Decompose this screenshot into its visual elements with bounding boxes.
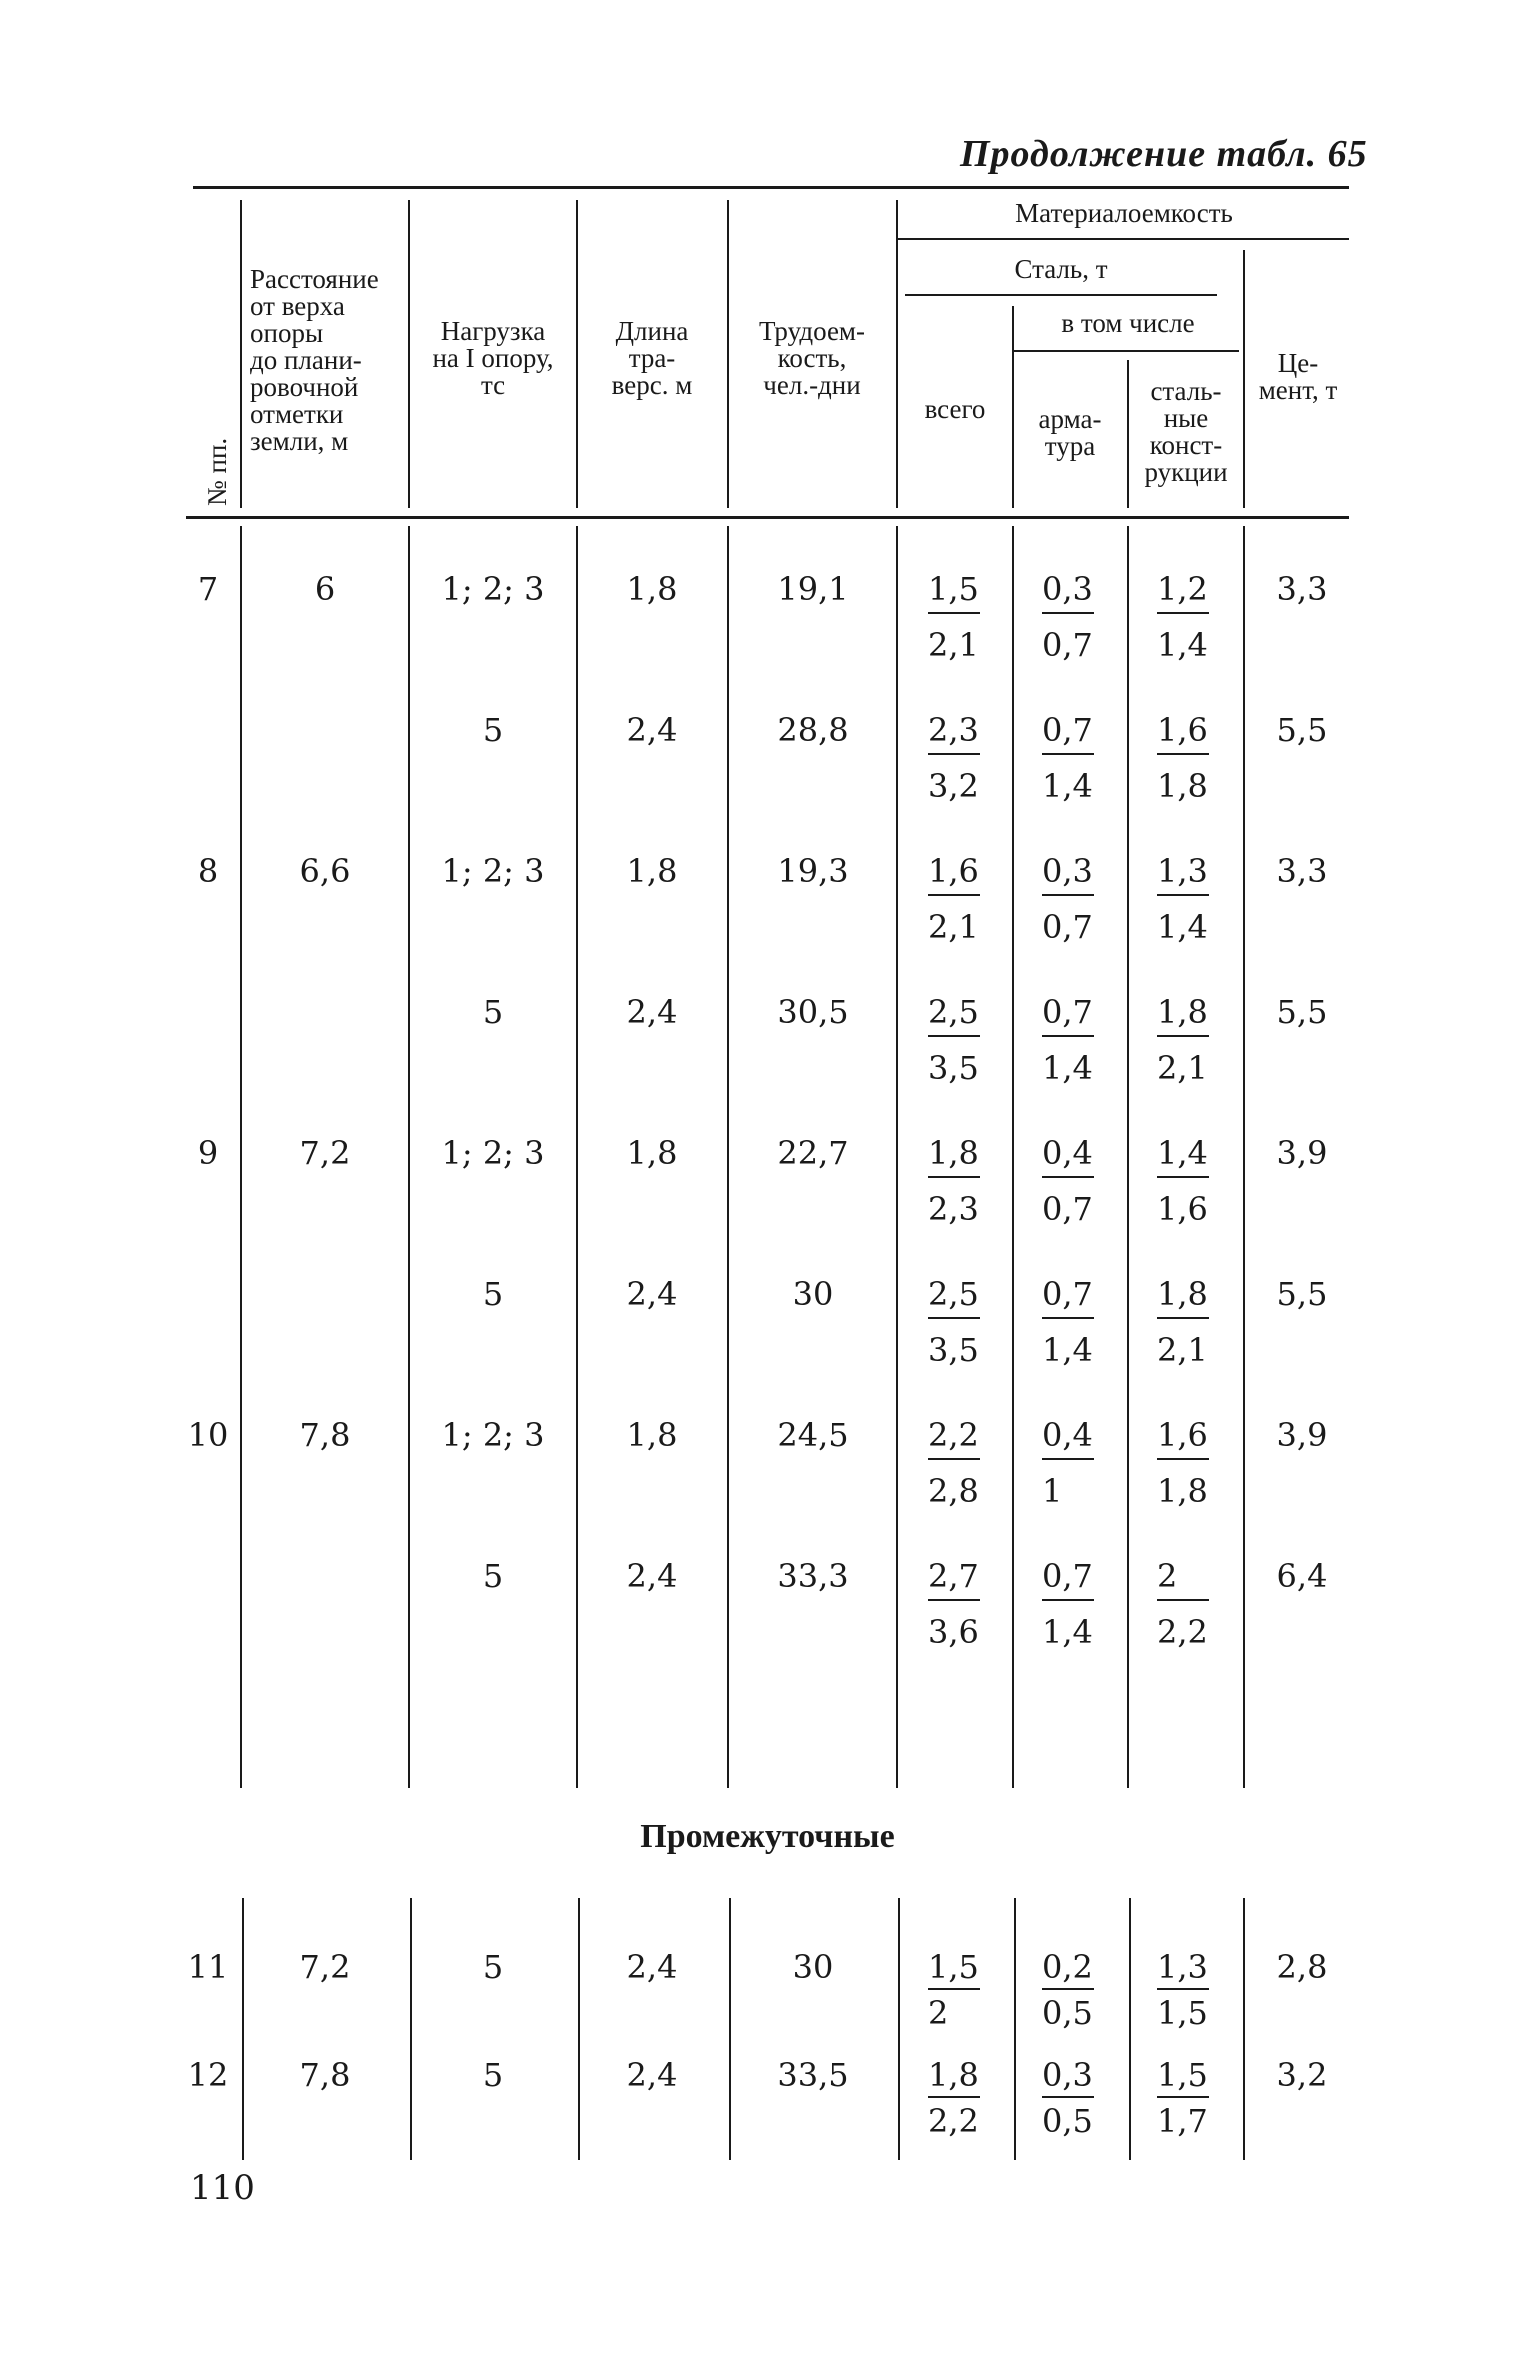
fraction-numerator: 2,5 xyxy=(928,1277,980,1319)
fraction-denominator: 1,8 xyxy=(1157,1472,1208,1510)
body2-vline xyxy=(1014,1898,1016,2160)
header-steel-structures: сталь- ные конст- рукции xyxy=(1144,376,1228,487)
header-load: Нагрузка на I опору, тс xyxy=(432,316,554,400)
cell-struct-fraction xyxy=(1157,1418,1209,1508)
fraction-denominator: 3,2 xyxy=(928,767,979,805)
cell-total-fraction xyxy=(928,2058,980,2138)
fraction-denominator: 2,3 xyxy=(928,1190,979,1228)
body2-vline xyxy=(578,1898,580,2160)
cell-struct-fraction xyxy=(1157,854,1209,944)
cell-len: 1,8 xyxy=(626,1416,678,1454)
fraction-denominator: 1,4 xyxy=(1042,767,1093,805)
header-bottom-rule xyxy=(186,516,1349,519)
cell-load: 5 xyxy=(482,1557,504,1595)
cell-cement: 5,5 xyxy=(1276,711,1328,749)
fraction-denominator: 1,8 xyxy=(1157,767,1208,805)
cell-dist: 7,2 xyxy=(299,1948,351,1986)
fraction-numerator: 2,7 xyxy=(928,1559,980,1601)
cell-dist: 6 xyxy=(314,570,336,608)
fraction-denominator: 0,7 xyxy=(1042,908,1093,946)
header-including: в том числе xyxy=(1061,308,1195,338)
cell-num: 12 xyxy=(187,2056,229,2094)
fraction-numerator: 1,5 xyxy=(928,1950,980,1990)
body2-vline xyxy=(242,1898,244,2160)
header-total: всего xyxy=(924,394,986,424)
cell-total-fraction xyxy=(928,1950,980,2030)
cell-struct-fraction xyxy=(1157,1950,1209,2030)
cell-load: 1; 2; 3 xyxy=(441,570,545,608)
cell-cement: 3,3 xyxy=(1276,852,1328,890)
cell-struct-fraction xyxy=(1157,1136,1209,1226)
fraction-numerator: 0,4 xyxy=(1042,1418,1094,1460)
fraction-denominator: 0,5 xyxy=(1042,1994,1093,2032)
fraction-denominator: 1,4 xyxy=(1042,1049,1093,1087)
cell-rebar-fraction xyxy=(1042,1136,1094,1226)
cell-len: 2,4 xyxy=(626,1557,678,1595)
fraction-denominator: 1 xyxy=(1042,1472,1063,1510)
cell-labor: 30 xyxy=(792,1948,834,1986)
hdr-vline xyxy=(896,200,898,508)
cell-struct-fraction xyxy=(1157,713,1209,803)
section-title: Промежуточные xyxy=(640,1818,895,1855)
fraction-numerator: 0,3 xyxy=(1042,2058,1094,2098)
body-vline xyxy=(240,526,242,1788)
fraction-numerator: 1,8 xyxy=(928,2058,980,2098)
cell-rebar-fraction xyxy=(1042,995,1094,1085)
fraction-numerator: 0,4 xyxy=(1042,1136,1094,1178)
fraction-denominator: 3,5 xyxy=(928,1331,979,1369)
fraction-denominator: 1,4 xyxy=(1042,1613,1093,1651)
cell-total-fraction xyxy=(928,1559,980,1649)
fraction-numerator: 1,3 xyxy=(1157,1950,1209,1990)
cell-labor: 22,7 xyxy=(777,1134,849,1172)
cell-dist: 7,8 xyxy=(299,2056,351,2094)
cell-rebar-fraction xyxy=(1042,1277,1094,1367)
cell-num: 7 xyxy=(197,570,219,608)
fraction-numerator: 0,2 xyxy=(1042,1950,1094,1990)
fraction-numerator: 1,6 xyxy=(1157,1418,1209,1460)
cell-rebar-fraction xyxy=(1042,1950,1094,2030)
fraction-numerator: 2 xyxy=(1157,1559,1209,1601)
cell-cement: 6,4 xyxy=(1276,1557,1328,1595)
header-materials: Материалоемкость xyxy=(1015,198,1233,228)
fraction-numerator: 1,4 xyxy=(1157,1136,1209,1178)
cell-struct-fraction xyxy=(1157,1277,1209,1367)
cell-dist: 6,6 xyxy=(299,852,351,890)
fraction-denominator: 3,5 xyxy=(928,1049,979,1087)
fraction-numerator: 1,2 xyxy=(1157,572,1209,614)
cell-num: 8 xyxy=(197,852,219,890)
cell-total-fraction xyxy=(928,854,980,944)
fraction-numerator: 0,7 xyxy=(1042,1559,1094,1601)
fraction-denominator: 2,1 xyxy=(1157,1331,1208,1369)
hdr-vline xyxy=(240,200,242,508)
cell-cement: 5,5 xyxy=(1276,993,1328,1031)
cell-load: 1; 2; 3 xyxy=(441,1134,545,1172)
fraction-numerator: 1,3 xyxy=(1157,854,1209,896)
cell-len: 1,8 xyxy=(626,852,678,890)
body-vline xyxy=(408,526,410,1788)
cell-rebar-fraction xyxy=(1042,572,1094,662)
including-rule xyxy=(1014,350,1239,352)
cell-load: 5 xyxy=(482,1948,504,1986)
cell-rebar-fraction xyxy=(1042,1418,1094,1508)
cell-len: 2,4 xyxy=(626,1275,678,1313)
cell-num: 9 xyxy=(197,1134,219,1172)
body2-vline xyxy=(1129,1898,1131,2160)
cell-cement: 3,9 xyxy=(1276,1134,1328,1172)
fraction-numerator: 2,5 xyxy=(928,995,980,1037)
cell-total-fraction xyxy=(928,995,980,1085)
cell-load: 5 xyxy=(482,1275,504,1313)
cell-total-fraction xyxy=(928,1277,980,1367)
header-cement: Це- мент, т xyxy=(1258,348,1338,405)
header-rebar: арма- тура xyxy=(1038,404,1102,461)
fraction-denominator: 1,5 xyxy=(1157,1994,1208,2032)
body2-vline xyxy=(898,1898,900,2160)
cell-labor: 30 xyxy=(792,1275,834,1313)
fraction-denominator: 2 xyxy=(928,1994,949,2032)
cell-cement: 2,8 xyxy=(1276,1948,1328,1986)
fraction-numerator: 1,8 xyxy=(1157,1277,1209,1319)
cell-num: 11 xyxy=(187,1948,229,1986)
steel-rule xyxy=(905,294,1217,296)
cell-len: 1,8 xyxy=(626,570,678,608)
materials-rule xyxy=(897,238,1349,240)
cell-load: 5 xyxy=(482,2056,504,2094)
fraction-denominator: 2,2 xyxy=(928,2102,979,2140)
fraction-numerator: 1,8 xyxy=(928,1136,980,1178)
cell-rebar-fraction xyxy=(1042,713,1094,803)
fraction-denominator: 0,7 xyxy=(1042,626,1093,664)
cell-total-fraction xyxy=(928,713,980,803)
fraction-numerator: 0,3 xyxy=(1042,854,1094,896)
fraction-numerator: 1,6 xyxy=(928,854,980,896)
body-vline xyxy=(727,526,729,1788)
cell-total-fraction xyxy=(928,1418,980,1508)
header-length: Длина тра- верс. м xyxy=(611,316,693,400)
fraction-numerator: 2,2 xyxy=(928,1418,980,1460)
cell-cement: 5,5 xyxy=(1276,1275,1328,1313)
fraction-numerator: 1,5 xyxy=(1157,2058,1209,2098)
cell-total-fraction xyxy=(928,572,980,662)
fraction-denominator: 2,1 xyxy=(928,626,979,664)
cell-rebar-fraction xyxy=(1042,1559,1094,1649)
fraction-numerator: 1,6 xyxy=(1157,713,1209,755)
body-vline xyxy=(1127,526,1129,1788)
body-vline xyxy=(576,526,578,1788)
cell-labor: 30,5 xyxy=(777,993,849,1031)
fraction-numerator: 1,5 xyxy=(928,572,980,614)
fraction-numerator: 0,7 xyxy=(1042,995,1094,1037)
header-labor: Трудоем- кость, чел.-дни xyxy=(758,316,866,400)
body-vline xyxy=(1243,526,1245,1788)
header-num: № пп. xyxy=(202,437,232,506)
fraction-denominator: 1,7 xyxy=(1157,2102,1208,2140)
cell-cement: 3,2 xyxy=(1276,2056,1328,2094)
cell-len: 2,4 xyxy=(626,2056,678,2094)
cell-total-fraction xyxy=(928,1136,980,1226)
fraction-denominator: 2,8 xyxy=(928,1472,979,1510)
table-caption: Продолжение табл. 65 xyxy=(960,133,1368,175)
cell-rebar-fraction xyxy=(1042,854,1094,944)
body-vline xyxy=(896,526,898,1788)
body2-vline xyxy=(729,1898,731,2160)
cell-len: 2,4 xyxy=(626,1948,678,1986)
cell-cement: 3,3 xyxy=(1276,570,1328,608)
fraction-numerator: 0,3 xyxy=(1042,572,1094,614)
fraction-denominator: 1,4 xyxy=(1042,1331,1093,1369)
header-steel: Сталь, т xyxy=(1014,254,1108,284)
cell-len: 2,4 xyxy=(626,993,678,1031)
cell-cement: 3,9 xyxy=(1276,1416,1328,1454)
cell-num: 10 xyxy=(187,1416,229,1454)
body2-vline xyxy=(410,1898,412,2160)
header-distance: Расстояние от верха опоры до плани- ровочной отметки земли, м xyxy=(250,264,379,456)
cell-rebar-fraction xyxy=(1042,2058,1094,2138)
body-vline xyxy=(1012,526,1014,1788)
cell-labor: 19,3 xyxy=(777,852,849,890)
cell-labor: 33,5 xyxy=(777,2056,849,2094)
fraction-numerator: 0,7 xyxy=(1042,713,1094,755)
cell-struct-fraction xyxy=(1157,995,1209,1085)
body2-vline xyxy=(1243,1898,1245,2160)
cell-labor: 33,3 xyxy=(777,1557,849,1595)
fraction-denominator: 2,2 xyxy=(1157,1613,1208,1651)
cell-labor: 19,1 xyxy=(777,570,849,608)
cell-load: 1; 2; 3 xyxy=(441,1416,545,1454)
fraction-denominator: 1,6 xyxy=(1157,1190,1208,1228)
cell-struct-fraction xyxy=(1157,572,1209,662)
cell-struct-fraction xyxy=(1157,2058,1209,2138)
cell-struct-fraction xyxy=(1157,1559,1209,1649)
fraction-denominator: 1,4 xyxy=(1157,626,1208,664)
fraction-numerator: 1,8 xyxy=(1157,995,1209,1037)
cell-dist: 7,2 xyxy=(299,1134,351,1172)
cell-len: 1,8 xyxy=(626,1134,678,1172)
cell-load: 1; 2; 3 xyxy=(441,852,545,890)
fraction-denominator: 0,7 xyxy=(1042,1190,1093,1228)
cell-len: 2,4 xyxy=(626,711,678,749)
fraction-numerator: 2,3 xyxy=(928,713,980,755)
fraction-numerator: 0,7 xyxy=(1042,1277,1094,1319)
fraction-denominator: 2,1 xyxy=(928,908,979,946)
fraction-denominator: 3,6 xyxy=(928,1613,979,1651)
cell-load: 5 xyxy=(482,993,504,1031)
page-number: 110 xyxy=(190,2168,255,2208)
fraction-denominator: 1,4 xyxy=(1157,908,1208,946)
fraction-denominator: 0,5 xyxy=(1042,2102,1093,2140)
cell-labor: 28,8 xyxy=(777,711,849,749)
cell-load: 5 xyxy=(482,711,504,749)
top-rule xyxy=(193,186,1349,189)
cell-dist: 7,8 xyxy=(299,1416,351,1454)
cell-labor: 24,5 xyxy=(777,1416,849,1454)
fraction-denominator: 2,1 xyxy=(1157,1049,1208,1087)
